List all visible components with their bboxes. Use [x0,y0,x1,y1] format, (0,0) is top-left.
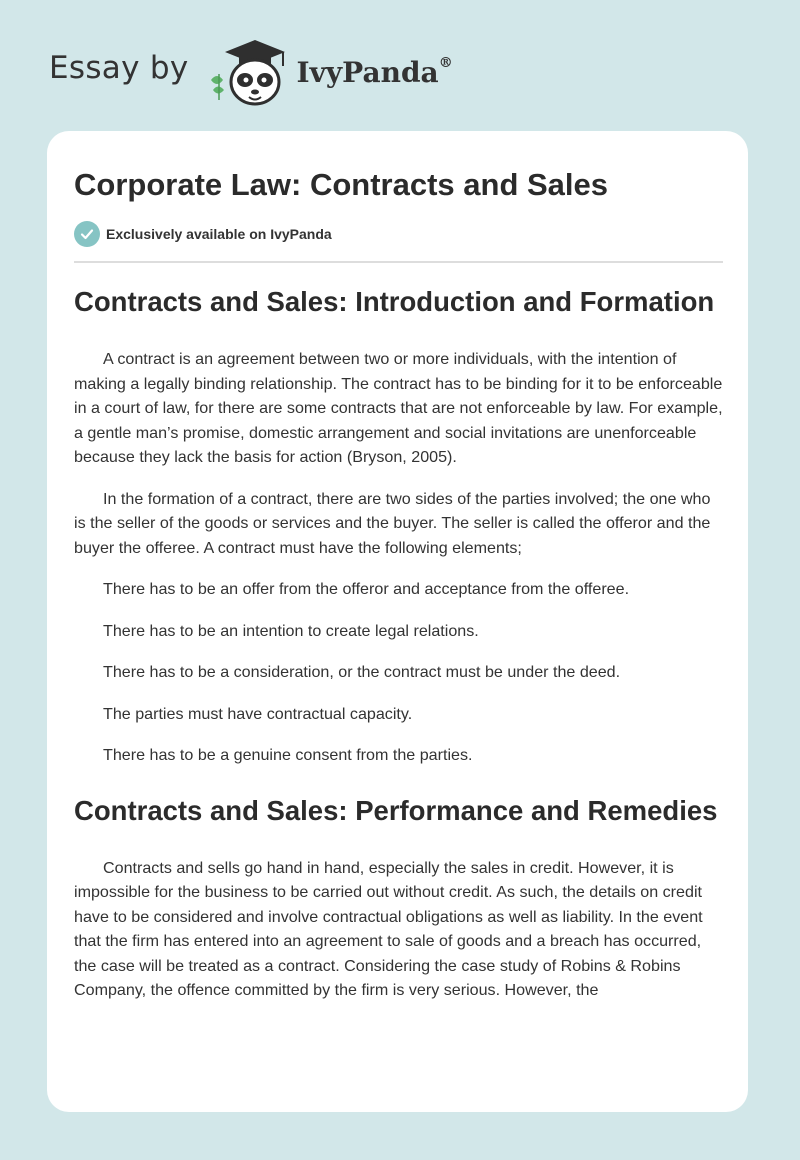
brand-name: IvyPanda® [296,55,453,89]
list-item: There has to be an offer from the offeror and acceptance from the offeree. [103,580,630,598]
brand-header [49,32,453,112]
section-heading: Contracts and Sales: Performance and Remedies [74,794,718,826]
list-item: There has to be a consideration, or the contract must be under the deed. [103,663,621,681]
article-body [74,281,723,1020]
list-item: The parties must have contractual capacity. [103,704,413,723]
panda-logo-icon [205,34,291,110]
divider [74,261,723,263]
paragraph: In the formation of a contract, there are two sides of the parties involved; the one who is the seller of the goods or services and the buyer. The seller is called the offeror and the buyer the offeree. A contract must have the following elements; [74,489,711,557]
exclusive-badge [74,221,332,247]
section-heading: Contracts and Sales: Introduction and Formation [74,286,715,317]
list-item: There has to be an intention to create legal relations. [103,621,479,640]
exclusive-label: Exclusively available on IvyPanda [106,226,332,242]
essay-card [47,131,748,1112]
check-icon [74,221,100,247]
list-item: There has to be a genuine consent from the parties. [103,746,473,764]
brand-prefix: Essay by [49,50,189,86]
page-title: Corporate Law: Contracts and Sales [74,167,609,202]
paragraph: A contract is an agreement between two or more individuals, with the intention of making a legally binding relationship. The contract has to be binding for it to be enforceable in a court of law, for there are some contracts that are not enforceable by law. For example, a gentle man’s promise, domestic arrangement and social invitations are unenforceable because they lack the basis for action (Bryson, 2005). [74,350,723,466]
paragraph: Contracts and sells go hand in hand, especially the sales in credit. However, it is impossible for the business to be carried out without credit. As such, the details on credit have to be considered and involve contractual obligations as well as liability. In the event that the firm has entered into an agreement to sale of goods and a breach has occurred, the case will be treated as a contract. Considering the case study of Robins & Robins Company, the offence committed by the firm is very serious. However, the [74,858,703,999]
